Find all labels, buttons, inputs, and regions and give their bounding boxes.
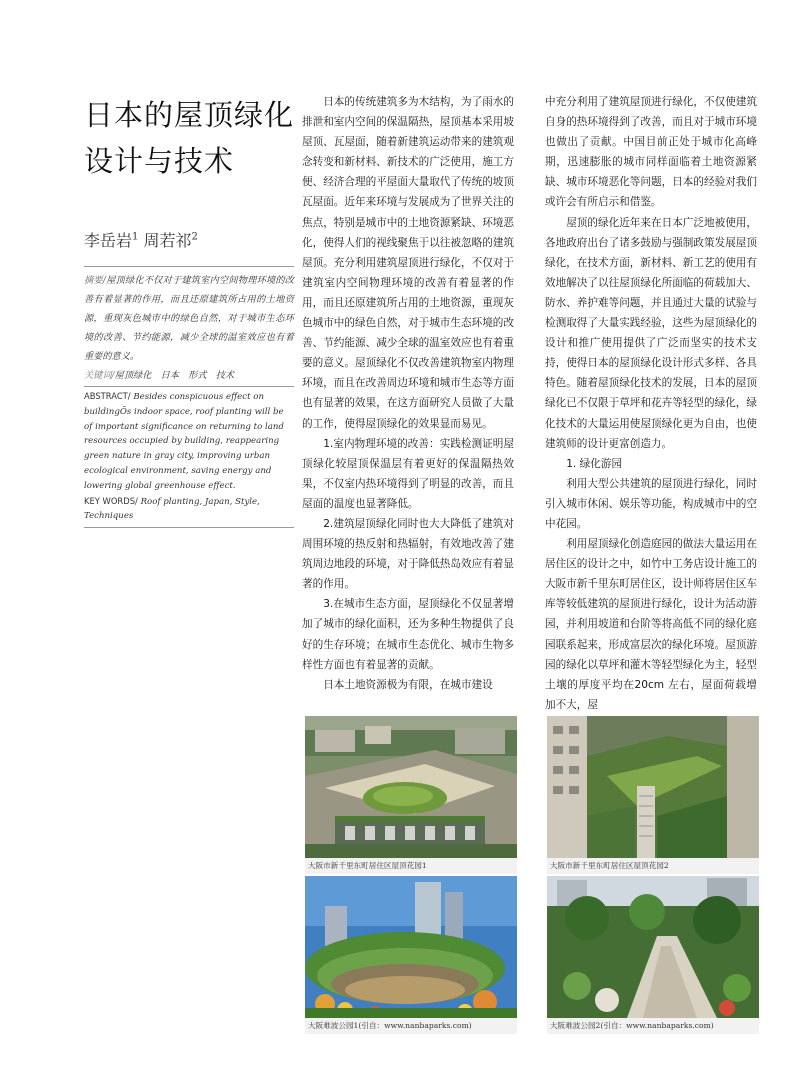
abstract-block: [84, 266, 294, 528]
photo-caption: 大阪市新千里东町居住区屋顶花园2: [547, 858, 759, 874]
body-paragraph: 日本土地资源极为有限，在城市建设: [323, 678, 493, 691]
photo-namba-parks-2: [547, 876, 759, 1018]
author-affiliation-mark: 1: [132, 231, 139, 243]
body-paragraph: 屋顶的绿化近年来在日本广泛地被使用，各地政府出台了诸多鼓励与强制政策发展屋顶绿化，在技术方面，新材料、新工艺的使用有效地解决了以往屋顶绿化所面临的荷载加大、防水、养护难等问题，并且通过大量的试验与检测取得了大量实践经验，这些为屋顶绿化的设计和推广使用提供了广泛而坚实的技术支持，使得日本的屋顶绿化设计形式多样、各具特色。随着屋顶绿化技术的发展，日本的屋顶绿化已不仅限于草坪和花卉等轻型的绿化，绿化技术的大量运用使屋顶绿化更为自由，也使建筑师的设计更富创造力。: [545, 216, 757, 450]
keywords-en-label: KEY WORDS/: [84, 495, 138, 506]
abstract-en-text: Besides conspicuous effect on buildingÕs indoor space, roof planting will be of important significance on returning to land resources occupied by building, reappearing green nature in gray city, improving urban ecological environment, saving energy and lowering global greenhouse effect.: [84, 392, 284, 491]
body-column-middle: [302, 92, 514, 695]
abstract-en: [84, 389, 294, 494]
keywords-cn-label: 关键词/: [84, 370, 115, 381]
section-heading: 1. 绿化游园: [566, 457, 623, 470]
keywords-cn-text: 屋顶绿化 日本 形式 技术: [114, 370, 235, 381]
author-name: 周若祁: [143, 231, 192, 250]
body-paragraph: 中充分利用了建筑屋顶进行绿化，不仅使建筑自身的热环境得到了改善，而且对于城市环境也做出了贡献。中国目前正处于城市化高峰期，迅速膨胀的城市同样面临着土地资源紧缺、城市环境恶化等问题，日本的经验对我们或许会有所启示和借鉴。: [545, 96, 757, 209]
photo-namba-parks-2-image: [547, 876, 759, 1018]
body-paragraph: 3.在城市生态方面，屋顶绿化不仅显著增加了城市的绿化面积，还为多种生物提供了良好的生存环境；在城市生态优化、城市生物多样性方面也有着显著的贡献。: [302, 598, 514, 671]
abstract-cn-text: 屋顶绿化不仅对于建筑室内空间物理环境的改善有着显著的作用，而且还原建筑所占用的土地资源，重现灰色城市中的绿色自然，对于城市生态环境的改善、节约能源，减少全球的温室效应也有着重要的意义。: [84, 275, 294, 362]
author-affiliation-mark: 2: [191, 231, 198, 243]
photo-rooftop-garden-1: [305, 716, 517, 858]
photo-rooftop-garden-1-image: [305, 716, 517, 858]
photo-caption: 大阪难波公园2(引自：www.nanbaparks.com): [547, 1018, 759, 1034]
photo-rooftop-garden-2-image: [547, 716, 759, 858]
body-column-right: [545, 92, 757, 715]
abstract-en-label: ABSTRACT/: [84, 391, 131, 401]
photo-rooftop-garden-2: [547, 716, 759, 858]
body-paragraph: 2.建筑屋顶绿化同时也大大降低了建筑对周围环境的热反射和热辐射，有效地改善了建筑周边地段的环境，对于降低热岛效应有着显著的作用。: [302, 517, 514, 591]
body-paragraph: 利用大型公共建筑的屋顶进行绿化，同时引入城市休闲、娱乐等功能，构成城市中的空中花园。: [545, 477, 757, 530]
photo-caption: 大阪难波公园1(引自：www.nanbaparks.com): [305, 1018, 517, 1034]
photo-namba-parks-1: [305, 876, 517, 1018]
body-paragraph: 日本的传统建筑多为木结构，为了雨水的排泄和室内空间的保温隔热，屋顶基本采用坡屋顶、瓦屋面，随着新建筑运动带来的建筑观念转变和新材料、新技术的广泛使用，施工方便、经济合理的平屋面大量取代了传统的坡顶瓦屋面。近年来环境与发展成为了世界关注的焦点，特别是城市中的土地资源紧缺、环境恶化，使得人们的视线聚焦于以往被忽略的建筑屋顶。充分利用建筑屋顶进行绿化，不仅对于建筑室内空间物理环境的改善有着显著的作用，而且还原建筑所占用的土地资源，重现灰色城市中的绿色自然，对于城市生态环境的改善、节约能源、减少全球的温室效应也有着重要的意义。屋顶绿化不仅改善建筑物室内物理环境，而且在改善周边环境和城市生态等方面也有显著的效果，在这方面研究人员做了大量的工作，使得屋顶绿化的效果显而易见。: [302, 96, 514, 430]
abstract-cn-label: 摘要/: [84, 275, 106, 286]
keywords-en-text: Roof planting, Japan, Style, Techniques: [84, 496, 260, 521]
keywords-en: [84, 494, 294, 528]
body-paragraph: 1.室内物理环境的改善：实践检测证明屋顶绿化较屋顶保温层有着更好的保温隔热效果，不仅室内热环境得到了明显的改善，而且屋面的温度也显著降低。: [302, 437, 514, 510]
article-title: 日本的屋顶绿化设计与技术: [84, 98, 295, 178]
photo-caption: 大阪市新千里东町居住区屋顶花园1: [305, 858, 517, 874]
author-line: [84, 228, 294, 251]
photo-namba-parks-1-image: [305, 876, 517, 1018]
abstract-cn: [84, 271, 294, 366]
body-paragraph: 利用屋顶绿化创造庭园的做法大量运用在居住区的设计之中，如竹中工务店设计施工的大阪市新千里东町居住区，设计师将居住区车库等较低建筑的屋顶进行绿化，设计为活动游园，并利用坡道和台阶等将高低不同的绿化庭园联系起来，形成富层次的绿化环境。屋顶游园的绿化以草坪和灌木等轻型绿化为主，轻型土壤的厚度平均在20cm 左右，屋面荷载增加不大，屋: [545, 538, 757, 711]
keywords-cn: [84, 368, 294, 387]
author-name: 李岳岩: [84, 231, 133, 250]
